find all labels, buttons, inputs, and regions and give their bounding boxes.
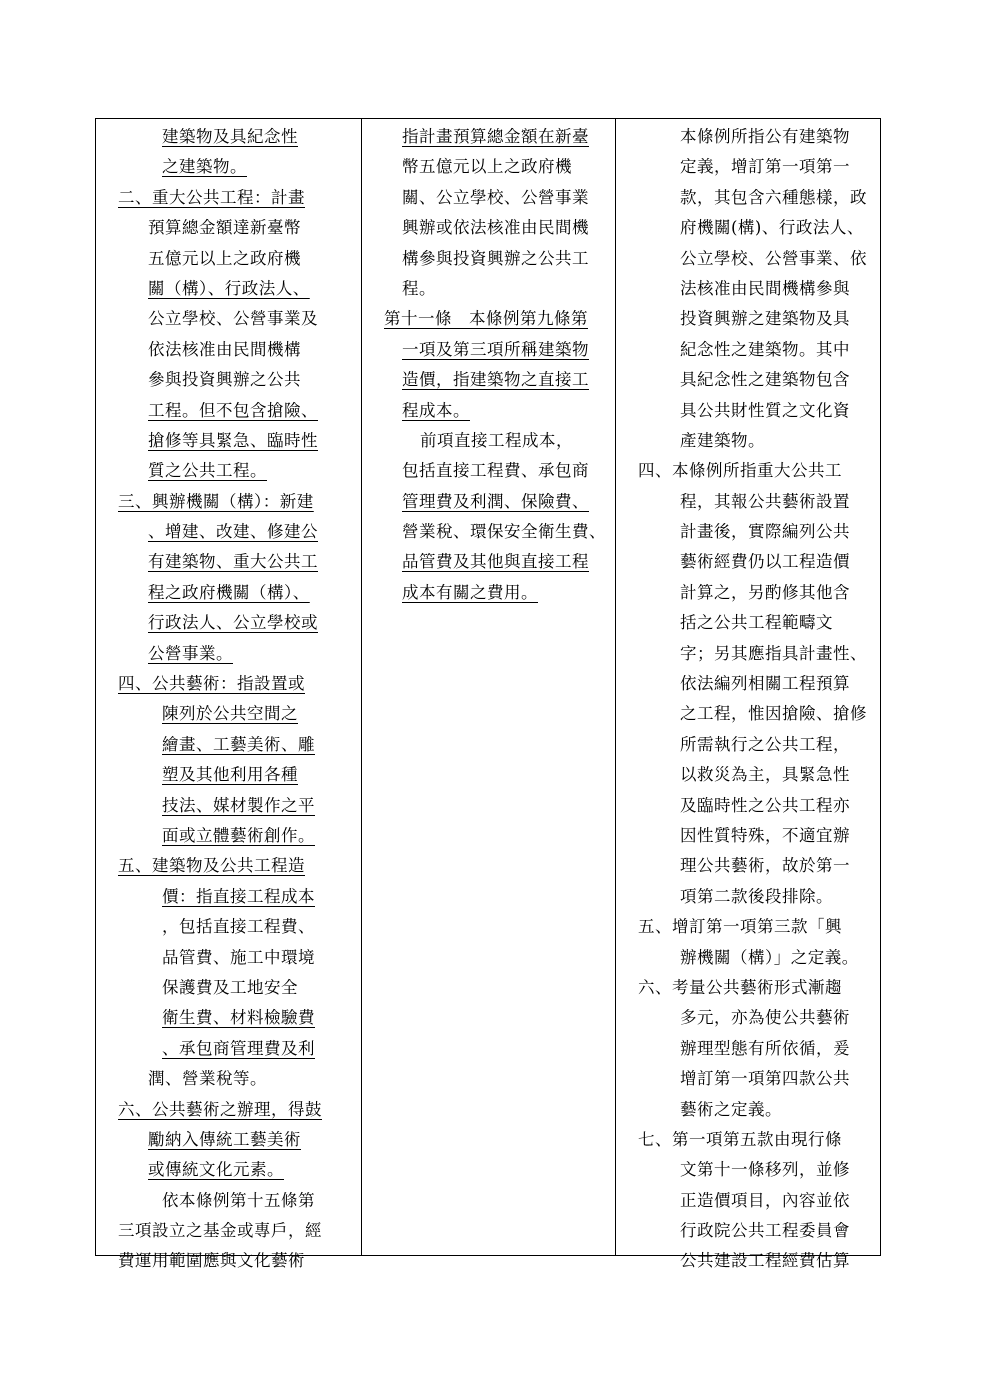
text-line: 府機關(構)、行政法人、 <box>680 218 864 238</box>
text-line: 程，其報公共藝術設置 <box>680 491 850 511</box>
text-line: 項第二款後段排除。 <box>680 886 833 906</box>
text-line: 依法編列相關工程預算 <box>680 674 850 694</box>
text-line: 及臨時性之公共工程亦 <box>680 795 850 815</box>
text-line: 公立學校、公營事業、依 <box>680 248 867 268</box>
text-line: 五、建築物及公共工程造 <box>118 856 305 876</box>
text-line: 行政法人、公立學校或 <box>148 613 318 633</box>
text-line: 技法、媒材製作之平 <box>162 795 315 815</box>
text-line: 以救災為主，具緊急性 <box>680 765 850 785</box>
text-line: 興辦或依法核准由民間機 <box>402 218 589 238</box>
text-line: 預算總金額達新臺幣 <box>148 218 301 238</box>
current-text-column <box>362 119 616 1255</box>
text-line: 幣五億元以上之政府機 <box>402 157 572 177</box>
text-line: 成本有關之費用。 <box>402 582 538 602</box>
text-line: 具公共財性質之文化資 <box>680 400 850 420</box>
text-line: 七、第一項第五款由現行條 <box>638 1129 842 1149</box>
text-line: 多元，亦為使公共藝術 <box>680 1008 850 1028</box>
text-line: 品管費及其他與直接工程 <box>402 552 589 572</box>
amendment-comparison-table <box>95 118 881 1271</box>
text-line: 公共建設工程經費估算 <box>680 1251 850 1271</box>
text-line: 包括直接工程費、承包商 <box>402 461 589 481</box>
text-line: 五、增訂第一項第三款「興 <box>638 917 842 937</box>
text-line: 六、考量公共藝術形式漸趨 <box>638 977 842 997</box>
text-line: 括之公共工程範疇文 <box>680 613 833 633</box>
text-line: 程之政府機關（構）、 <box>148 582 310 602</box>
text-line: 搶修等具緊急、臨時性 <box>148 430 318 450</box>
text-line: 字；另其應指具計畫性、 <box>680 643 867 663</box>
text-line: 勵納入傳統工藝美術 <box>148 1129 301 1149</box>
text-line: 或傳統文化元素。 <box>148 1160 284 1180</box>
text-line: 有建築物、重大公共工 <box>148 552 318 572</box>
text-line: 行政院公共工程委員會 <box>680 1221 850 1241</box>
text-line: 紀念性之建築物。其中 <box>680 339 850 359</box>
text-line: 管理費及利潤、保險費、 <box>402 491 589 511</box>
text-line: 三、興辦機關（構）：新建 <box>118 491 314 511</box>
text-line: 辦機關（構）」之定義。 <box>680 947 859 967</box>
text-line: 質之公共工程。 <box>148 461 267 481</box>
text-line: 增訂第一項第四款公共 <box>680 1069 850 1089</box>
text-line: 關、公立學校、公營事業 <box>402 187 589 207</box>
text-line: 之工程，惟因搶險、搶修 <box>680 704 867 724</box>
text-line: 指計畫預算總金額在新臺 <box>402 127 589 146</box>
text-line: 造價，指建築物之直接工 <box>402 370 589 390</box>
text-line: 辦理型態有所依循，爰 <box>680 1038 850 1058</box>
text-line: 程成本。 <box>402 400 470 420</box>
text-line: 營業稅、環保安全衛生費、 <box>402 522 606 542</box>
text-line: 程。 <box>402 278 436 298</box>
text-line: 正造價項目，內容並依 <box>680 1190 850 1210</box>
text-line: 四、公共藝術：指設置或 <box>118 674 305 694</box>
text-line: 因性質特殊，不適宜辦 <box>680 825 850 845</box>
text-line: 四、本條例所指重大公共工 <box>638 461 842 481</box>
text-line: 藝術之定義。 <box>680 1099 782 1119</box>
text-line: 之建築物。 <box>162 157 247 177</box>
text-line: 工程。但不包含搶險、 <box>148 400 318 420</box>
text-line: 投資興辦之建築物及具 <box>680 309 850 329</box>
text-line: 計算之，另酌修其他含 <box>680 582 850 602</box>
text-line: 計畫後，實際編列公共 <box>680 522 850 542</box>
text-line: 費運用範圍應與文化藝術 <box>118 1251 305 1271</box>
text-line: 五億元以上之政府機 <box>148 248 301 268</box>
text-line: 款，其包含六種態樣，政 <box>680 187 867 207</box>
text-line: 藝術經費仍以工程造價 <box>680 552 850 572</box>
text-line: 依法核准由民間機構 <box>148 339 301 359</box>
text-line: 建築物及具紀念性 <box>162 127 298 146</box>
text-line: 潤、營業稅等。 <box>148 1069 267 1089</box>
text-line: 本條例所指公有建築物 <box>680 127 850 146</box>
text-line: 構參與投資興辦之公共工 <box>402 248 589 268</box>
text-line: 三項設立之基金或專戶，經 <box>118 1221 322 1241</box>
explanation-column <box>616 119 880 1271</box>
text-line: 定義，增訂第一項第一 <box>680 157 850 177</box>
text-line: 陳列於公共空間之 <box>162 704 298 724</box>
text-line: 塑及其他利用各種 <box>162 765 298 785</box>
text-line: 一項及第三項所稱建築物 <box>402 339 589 359</box>
text-line: 理公共藝術，故於第一 <box>680 856 850 876</box>
text-line: 公立學校、公營事業及 <box>148 309 318 329</box>
text-line: 保護費及工地安全 <box>162 977 298 997</box>
text-line: 產建築物。 <box>680 430 765 450</box>
text-line: 品管費、施工中環境 <box>162 947 315 967</box>
text-line: 法核准由民間機構參與 <box>680 278 850 298</box>
text-line: 面或立體藝術創作。 <box>162 825 315 845</box>
text-line: 價：指直接工程成本 <box>162 886 315 906</box>
amended-text-column <box>96 119 362 1271</box>
text-line: 具紀念性之建築物包含 <box>680 370 850 390</box>
text-line: 關（構）、行政法人、 <box>148 278 310 298</box>
text-line: 依本條例第十五條第 <box>162 1190 315 1210</box>
text-line: 前項直接工程成本， <box>420 430 573 450</box>
text-line: 第十一條 本條例第九條第 <box>384 309 588 329</box>
text-line: 參與投資興辦之公共 <box>148 370 301 390</box>
text-line: 二、重大公共工程：計畫 <box>118 187 305 207</box>
text-line: 六、公共藝術之辦理，得鼓 <box>118 1099 322 1119</box>
text-line: 繪畫、工藝美術、雕 <box>162 734 315 754</box>
text-line: 衛生費、材料檢驗費 <box>162 1008 315 1028</box>
text-line: 、增建、改建、修建公 <box>148 522 318 542</box>
text-line: 、承包商管理費及利 <box>162 1038 315 1058</box>
text-line: 文第十一條移列，並修 <box>680 1160 850 1180</box>
text-line: 公營事業。 <box>148 643 233 663</box>
text-line: ，包括直接工程費、 <box>162 917 315 937</box>
text-line: 所需執行之公共工程， <box>680 734 850 754</box>
